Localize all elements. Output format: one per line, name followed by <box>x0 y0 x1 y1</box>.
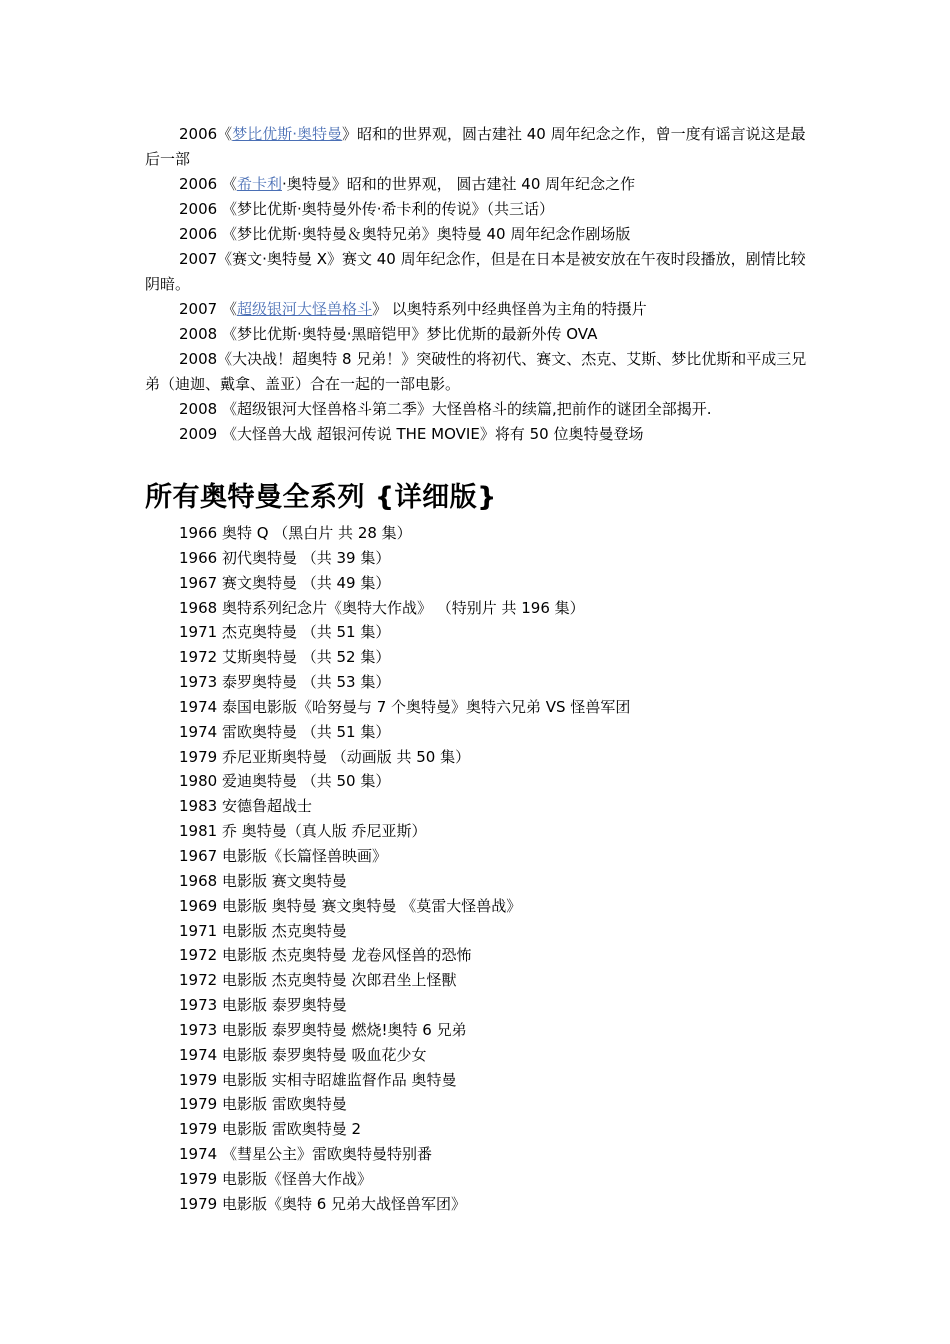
list-item: 1971 杰克奥特曼 （共 51 集） <box>179 623 391 642</box>
list-item: 1974 电影版 泰罗奥特曼 吸血花少女 <box>179 1045 427 1064</box>
section-title: 所有奥特曼全系列 {详细版} <box>145 482 497 513</box>
series-list <box>145 521 810 1217</box>
intro-paragraph <box>145 397 810 422</box>
paragraph-text: 2008 《超级银河大怪兽格斗第二季》大怪兽格斗的续篇,把前作的谜团全部揭开. <box>179 400 712 418</box>
list-item: 1968 奥特系列纪念片《奥特大作战》 （特别片 共 196 集） <box>179 598 585 617</box>
list-item: 1972 艾斯奥特曼 （共 52 集） <box>179 648 391 667</box>
paragraph-text: 2006 《梦比优斯·奥特曼外传·希卡利的传说》（共三话） <box>179 200 554 218</box>
list-item: 1979 电影版《奥特 6 兄弟大战怪兽军团》 <box>179 1194 467 1213</box>
list-item: 1974 雷欧奥特曼 （共 51 集） <box>179 722 391 741</box>
intro-paragraphs <box>145 122 810 447</box>
intro-paragraph <box>145 197 810 222</box>
list-item: 1980 爱迪奥特曼 （共 50 集） <box>179 772 391 791</box>
paragraph-text: 2009 《大怪兽大战 超银河传说 THE MOVIE》将有 50 位奥特曼登场 <box>179 425 644 443</box>
list-item: 1979 电影版 雷欧奥特曼 <box>179 1095 347 1114</box>
list-item: 1974 《彗星公主》雷欧奥特曼特别番 <box>179 1145 432 1164</box>
list-item: 1968 电影版 赛文奥特曼 <box>179 871 347 890</box>
paragraph-text: 2006 《梦比优斯·奥特曼＆奥特兄弟》奥特曼 40 周年纪念作剧场版 <box>179 225 631 243</box>
list-item: 1966 初代奥特曼 （共 39 集） <box>179 548 391 567</box>
paragraph-text: 2006《 <box>179 125 233 143</box>
list-item: 1967 赛文奥特曼 （共 49 集） <box>179 573 391 592</box>
paragraph-text: 2008《大决战！超奥特 8 兄弟！》突破性的将初代、赛文、杰克、艾斯、梦比优斯和平成三兄弟（迪迦、戴拿、盖亚）合在一起的一部电影。 <box>145 350 807 393</box>
intro-paragraph <box>145 122 810 172</box>
list-item: 1971 电影版 杰克奥特曼 <box>179 921 347 940</box>
list-item: 1979 乔尼亚斯奥特曼 （动画版 共 50 集） <box>179 747 471 766</box>
intro-paragraph <box>145 322 810 347</box>
intro-paragraph <box>145 222 810 247</box>
title-link[interactable]: 梦比优斯·奥特曼 <box>232 125 342 143</box>
paragraph-text: 》昭和的世界观，圆古建社 40 周年纪念之作，曾一度有谣言说这是最后一部 <box>145 125 806 168</box>
intro-paragraph <box>145 422 810 447</box>
list-item: 1967 电影版《长篇怪兽映画》 <box>179 846 387 865</box>
intro-paragraph <box>145 172 810 197</box>
paragraph-text: 2007《赛文·奥特曼 X》赛文 40 周年纪念作，但是在日本是被安放在午夜时段播放，剧情比较阴暗。 <box>145 250 806 293</box>
title-link[interactable]: 希卡利 <box>236 175 282 193</box>
intro-paragraph <box>145 297 810 322</box>
list-item: 1979 电影版 实相寺昭雄监督作品 奥特曼 <box>179 1070 457 1089</box>
paragraph-text: 2006 《 <box>179 175 237 193</box>
paragraph-text: 》 以奥特系列中经典怪兽为主角的特摄片 <box>371 300 647 318</box>
list-item: 1972 电影版 杰克奥特曼 次郎君坐上怪獸 <box>179 971 457 990</box>
list-item: 1966 奥特 Q （黑白片 共 28 集） <box>179 524 412 542</box>
list-item: 1973 泰罗奥特曼 （共 53 集） <box>179 673 391 692</box>
paragraph-text: 2007 《 <box>179 300 237 318</box>
list-item: 1981 乔 奥特曼（真人版 乔尼亚斯） <box>179 822 427 841</box>
list-item: 1969 电影版 奥特曼 赛文奥特曼 《莫雷大怪兽战》 <box>179 896 522 915</box>
list-item: 1972 电影版 杰克奥特曼 龙卷风怪兽的恐怖 <box>179 946 472 965</box>
paragraph-text: ·奥特曼》昭和的世界观， 圆古建社 40 周年纪念之作 <box>281 175 636 193</box>
intro-paragraph <box>145 347 810 397</box>
list-item: 1979 电影版 雷欧奥特曼 2 <box>179 1120 362 1139</box>
list-item: 1973 电影版 泰罗奥特曼 <box>179 996 347 1015</box>
list-item: 1983 安德鲁超战士 <box>179 797 312 816</box>
list-item: 1973 电影版 泰罗奥特曼 燃烧!奥特 6 兄弟 <box>179 1020 467 1039</box>
list-item: 1974 泰国电影版《哈努曼与 7 个奥特曼》奥特六兄弟 VS 怪兽军团 <box>179 697 631 716</box>
intro-paragraph <box>145 247 810 297</box>
list-item: 1979 电影版《怪兽大作战》 <box>179 1169 372 1188</box>
title-link[interactable]: 超级银河大怪兽格斗 <box>236 300 372 318</box>
paragraph-text: 2008 《梦比优斯·奥特曼·黑暗铠甲》梦比优斯的最新外传 OVA <box>179 325 598 343</box>
